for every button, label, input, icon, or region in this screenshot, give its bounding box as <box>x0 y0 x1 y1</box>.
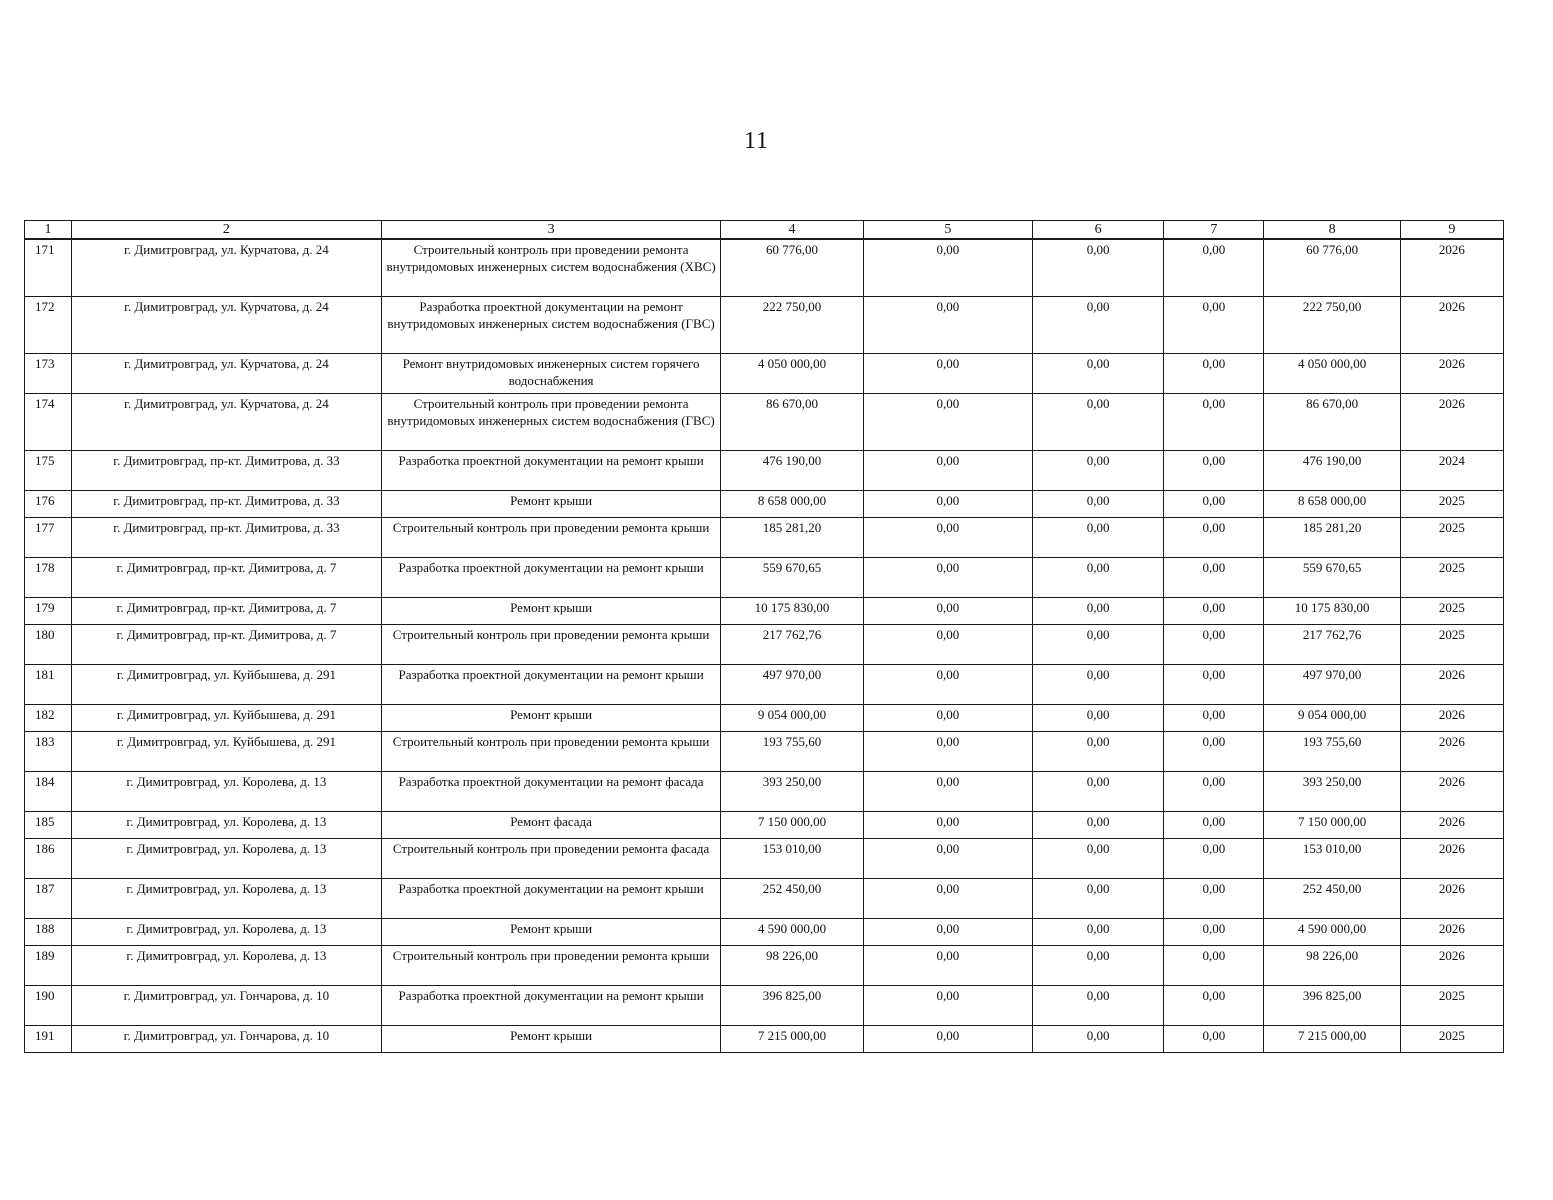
fund-cost-cell: 60 776,00 <box>1264 239 1400 297</box>
col5-value-cell: 0,00 <box>863 732 1032 772</box>
work-type-cell: Ремонт внутридомовых инженерных систем горячего водоснабжения <box>381 354 721 394</box>
table-row <box>25 598 1504 625</box>
fund-cost-cell: 8 658 000,00 <box>1264 491 1400 518</box>
column-header-4: 4 <box>721 221 863 240</box>
column-header-5: 5 <box>863 221 1032 240</box>
year-cell: 2026 <box>1400 297 1503 354</box>
fund-cost-cell: 559 670,65 <box>1264 558 1400 598</box>
row-number-cell: 187 <box>25 879 72 919</box>
year-cell: 2025 <box>1400 558 1503 598</box>
work-type-cell: Ремонт крыши <box>381 1026 721 1053</box>
total-cost-cell: 396 825,00 <box>721 986 863 1026</box>
address-cell: г. Димитровград, пр-кт. Димитрова, д. 33 <box>72 491 382 518</box>
col6-value-cell: 0,00 <box>1033 839 1164 879</box>
fund-cost-cell: 7 215 000,00 <box>1264 1026 1400 1053</box>
col7-value-cell: 0,00 <box>1164 812 1264 839</box>
total-cost-cell: 9 054 000,00 <box>721 705 863 732</box>
year-cell: 2026 <box>1400 705 1503 732</box>
col5-value-cell: 0,00 <box>863 986 1032 1026</box>
col5-value-cell: 0,00 <box>863 812 1032 839</box>
col5-value-cell: 0,00 <box>863 354 1032 394</box>
table-row <box>25 986 1504 1026</box>
col6-value-cell: 0,00 <box>1033 705 1164 732</box>
col7-value-cell: 0,00 <box>1164 491 1264 518</box>
year-cell: 2026 <box>1400 772 1503 812</box>
table-row <box>25 558 1504 598</box>
total-cost-cell: 559 670,65 <box>721 558 863 598</box>
table-row <box>25 946 1504 986</box>
year-cell: 2026 <box>1400 946 1503 986</box>
work-type-cell: Строительный контроль при проведении ремонта фасада <box>381 839 721 879</box>
fund-cost-cell: 86 670,00 <box>1264 394 1400 451</box>
address-cell: г. Димитровград, пр-кт. Димитрова, д. 33 <box>72 518 382 558</box>
row-number-cell: 175 <box>25 451 72 491</box>
work-type-cell: Строительный контроль при проведении ремонта внутридомовых инженерных систем водоснабжения (ГВС) <box>381 394 721 451</box>
row-number-cell: 174 <box>25 394 72 451</box>
col7-value-cell: 0,00 <box>1164 879 1264 919</box>
fund-cost-cell: 10 175 830,00 <box>1264 598 1400 625</box>
table-row <box>25 839 1504 879</box>
col5-value-cell: 0,00 <box>863 919 1032 946</box>
col7-value-cell: 0,00 <box>1164 598 1264 625</box>
work-type-cell: Ремонт крыши <box>381 705 721 732</box>
col6-value-cell: 0,00 <box>1033 625 1164 665</box>
total-cost-cell: 60 776,00 <box>721 239 863 297</box>
table-row <box>25 451 1504 491</box>
total-cost-cell: 185 281,20 <box>721 518 863 558</box>
column-header-3: 3 <box>381 221 721 240</box>
col7-value-cell: 0,00 <box>1164 732 1264 772</box>
col6-value-cell: 0,00 <box>1033 354 1164 394</box>
total-cost-cell: 497 970,00 <box>721 665 863 705</box>
work-type-cell: Строительный контроль при проведении ремонта крыши <box>381 946 721 986</box>
table-row <box>25 491 1504 518</box>
year-cell: 2026 <box>1400 354 1503 394</box>
col6-value-cell: 0,00 <box>1033 986 1164 1026</box>
work-type-cell: Ремонт крыши <box>381 919 721 946</box>
table-row <box>25 665 1504 705</box>
address-cell: г. Димитровград, ул. Королева, д. 13 <box>72 839 382 879</box>
total-cost-cell: 222 750,00 <box>721 297 863 354</box>
fund-cost-cell: 497 970,00 <box>1264 665 1400 705</box>
fund-cost-cell: 476 190,00 <box>1264 451 1400 491</box>
col7-value-cell: 0,00 <box>1164 986 1264 1026</box>
fund-cost-cell: 4 590 000,00 <box>1264 919 1400 946</box>
work-type-cell: Строительный контроль при проведении ремонта внутридомовых инженерных систем водоснабжения (ХВС) <box>381 239 721 297</box>
row-number-cell: 186 <box>25 839 72 879</box>
col5-value-cell: 0,00 <box>863 665 1032 705</box>
col6-value-cell: 0,00 <box>1033 598 1164 625</box>
row-number-cell: 180 <box>25 625 72 665</box>
col7-value-cell: 0,00 <box>1164 1026 1264 1053</box>
col6-value-cell: 0,00 <box>1033 518 1164 558</box>
work-type-cell: Разработка проектной документации на ремонт крыши <box>381 879 721 919</box>
total-cost-cell: 393 250,00 <box>721 772 863 812</box>
total-cost-cell: 4 590 000,00 <box>721 919 863 946</box>
address-cell: г. Димитровград, ул. Курчатова, д. 24 <box>72 297 382 354</box>
fund-cost-cell: 4 050 000,00 <box>1264 354 1400 394</box>
table-row <box>25 239 1504 297</box>
table-row <box>25 297 1504 354</box>
col6-value-cell: 0,00 <box>1033 879 1164 919</box>
work-type-cell: Строительный контроль при проведении ремонта крыши <box>381 518 721 558</box>
year-cell: 2025 <box>1400 598 1503 625</box>
address-cell: г. Димитровград, ул. Королева, д. 13 <box>72 919 382 946</box>
total-cost-cell: 10 175 830,00 <box>721 598 863 625</box>
col5-value-cell: 0,00 <box>863 394 1032 451</box>
col6-value-cell: 0,00 <box>1033 491 1164 518</box>
table-row <box>25 354 1504 394</box>
col6-value-cell: 0,00 <box>1033 239 1164 297</box>
address-cell: г. Димитровград, пр-кт. Димитрова, д. 33 <box>72 451 382 491</box>
col7-value-cell: 0,00 <box>1164 946 1264 986</box>
col7-value-cell: 0,00 <box>1164 518 1264 558</box>
fund-cost-cell: 217 762,76 <box>1264 625 1400 665</box>
total-cost-cell: 476 190,00 <box>721 451 863 491</box>
year-cell: 2025 <box>1400 986 1503 1026</box>
year-cell: 2026 <box>1400 919 1503 946</box>
column-header-8: 8 <box>1264 221 1400 240</box>
address-cell: г. Димитровград, ул. Королева, д. 13 <box>72 946 382 986</box>
total-cost-cell: 7 215 000,00 <box>721 1026 863 1053</box>
col7-value-cell: 0,00 <box>1164 772 1264 812</box>
address-cell: г. Димитровград, пр-кт. Димитрова, д. 7 <box>72 625 382 665</box>
fund-cost-cell: 222 750,00 <box>1264 297 1400 354</box>
work-type-cell: Строительный контроль при проведении ремонта крыши <box>381 732 721 772</box>
table-row <box>25 518 1504 558</box>
col7-value-cell: 0,00 <box>1164 839 1264 879</box>
row-number-cell: 189 <box>25 946 72 986</box>
fund-cost-cell: 393 250,00 <box>1264 772 1400 812</box>
total-cost-cell: 217 762,76 <box>721 625 863 665</box>
column-header-9: 9 <box>1400 221 1503 240</box>
col7-value-cell: 0,00 <box>1164 558 1264 598</box>
address-cell: г. Димитровград, ул. Куйбышева, д. 291 <box>72 705 382 732</box>
address-cell: г. Димитровград, ул. Гончарова, д. 10 <box>72 986 382 1026</box>
table-row <box>25 732 1504 772</box>
col7-value-cell: 0,00 <box>1164 297 1264 354</box>
year-cell: 2025 <box>1400 491 1503 518</box>
col5-value-cell: 0,00 <box>863 239 1032 297</box>
works-table-container <box>24 220 1504 1053</box>
fund-cost-cell: 7 150 000,00 <box>1264 812 1400 839</box>
row-number-cell: 172 <box>25 297 72 354</box>
col5-value-cell: 0,00 <box>863 705 1032 732</box>
row-number-cell: 177 <box>25 518 72 558</box>
table-body <box>25 239 1504 1053</box>
col6-value-cell: 0,00 <box>1033 451 1164 491</box>
table-row <box>25 394 1504 451</box>
address-cell: г. Димитровград, ул. Королева, д. 13 <box>72 879 382 919</box>
col5-value-cell: 0,00 <box>863 879 1032 919</box>
fund-cost-cell: 185 281,20 <box>1264 518 1400 558</box>
col7-value-cell: 0,00 <box>1164 394 1264 451</box>
row-number-cell: 178 <box>25 558 72 598</box>
col7-value-cell: 0,00 <box>1164 705 1264 732</box>
work-type-cell: Ремонт крыши <box>381 598 721 625</box>
col6-value-cell: 0,00 <box>1033 1026 1164 1053</box>
fund-cost-cell: 98 226,00 <box>1264 946 1400 986</box>
col5-value-cell: 0,00 <box>863 625 1032 665</box>
col5-value-cell: 0,00 <box>863 946 1032 986</box>
col7-value-cell: 0,00 <box>1164 919 1264 946</box>
col7-value-cell: 0,00 <box>1164 665 1264 705</box>
year-cell: 2026 <box>1400 879 1503 919</box>
address-cell: г. Димитровград, ул. Куйбышева, д. 291 <box>72 665 382 705</box>
fund-cost-cell: 153 010,00 <box>1264 839 1400 879</box>
col5-value-cell: 0,00 <box>863 598 1032 625</box>
year-cell: 2024 <box>1400 451 1503 491</box>
col5-value-cell: 0,00 <box>863 491 1032 518</box>
year-cell: 2026 <box>1400 839 1503 879</box>
col6-value-cell: 0,00 <box>1033 946 1164 986</box>
col6-value-cell: 0,00 <box>1033 919 1164 946</box>
work-type-cell: Разработка проектной документации на ремонт фасада <box>381 772 721 812</box>
work-type-cell: Ремонт фасада <box>381 812 721 839</box>
col5-value-cell: 0,00 <box>863 451 1032 491</box>
col6-value-cell: 0,00 <box>1033 665 1164 705</box>
year-cell: 2025 <box>1400 625 1503 665</box>
address-cell: г. Димитровград, ул. Курчатова, д. 24 <box>72 354 382 394</box>
col6-value-cell: 0,00 <box>1033 772 1164 812</box>
table-row <box>25 1026 1504 1053</box>
table-row <box>25 705 1504 732</box>
total-cost-cell: 8 658 000,00 <box>721 491 863 518</box>
col5-value-cell: 0,00 <box>863 297 1032 354</box>
col5-value-cell: 0,00 <box>863 1026 1032 1053</box>
address-cell: г. Димитровград, ул. Королева, д. 13 <box>72 812 382 839</box>
fund-cost-cell: 193 755,60 <box>1264 732 1400 772</box>
total-cost-cell: 86 670,00 <box>721 394 863 451</box>
col7-value-cell: 0,00 <box>1164 625 1264 665</box>
col5-value-cell: 0,00 <box>863 839 1032 879</box>
year-cell: 2025 <box>1400 1026 1503 1053</box>
column-header-2: 2 <box>72 221 382 240</box>
address-cell: г. Димитровград, ул. Курчатова, д. 24 <box>72 394 382 451</box>
column-number-row <box>25 221 1504 240</box>
table-header <box>25 221 1504 240</box>
fund-cost-cell: 9 054 000,00 <box>1264 705 1400 732</box>
row-number-cell: 171 <box>25 239 72 297</box>
col6-value-cell: 0,00 <box>1033 732 1164 772</box>
work-type-cell: Разработка проектной документации на ремонт крыши <box>381 986 721 1026</box>
table-row <box>25 919 1504 946</box>
year-cell: 2026 <box>1400 239 1503 297</box>
work-type-cell: Ремонт крыши <box>381 491 721 518</box>
col5-value-cell: 0,00 <box>863 772 1032 812</box>
address-cell: г. Димитровград, ул. Королева, д. 13 <box>72 772 382 812</box>
row-number-cell: 190 <box>25 986 72 1026</box>
col6-value-cell: 0,00 <box>1033 297 1164 354</box>
fund-cost-cell: 396 825,00 <box>1264 986 1400 1026</box>
row-number-cell: 185 <box>25 812 72 839</box>
table-row <box>25 772 1504 812</box>
work-type-cell: Разработка проектной документации на ремонт крыши <box>381 558 721 598</box>
col5-value-cell: 0,00 <box>863 518 1032 558</box>
column-header-6: 6 <box>1033 221 1164 240</box>
fund-cost-cell: 252 450,00 <box>1264 879 1400 919</box>
year-cell: 2026 <box>1400 732 1503 772</box>
total-cost-cell: 7 150 000,00 <box>721 812 863 839</box>
total-cost-cell: 193 755,60 <box>721 732 863 772</box>
row-number-cell: 191 <box>25 1026 72 1053</box>
column-header-1: 1 <box>25 221 72 240</box>
col6-value-cell: 0,00 <box>1033 812 1164 839</box>
address-cell: г. Димитровград, ул. Гончарова, д. 10 <box>72 1026 382 1053</box>
row-number-cell: 176 <box>25 491 72 518</box>
address-cell: г. Димитровград, ул. Куйбышева, д. 291 <box>72 732 382 772</box>
year-cell: 2025 <box>1400 518 1503 558</box>
work-type-cell: Разработка проектной документации на ремонт крыши <box>381 451 721 491</box>
row-number-cell: 173 <box>25 354 72 394</box>
row-number-cell: 179 <box>25 598 72 625</box>
address-cell: г. Димитровград, ул. Курчатова, д. 24 <box>72 239 382 297</box>
total-cost-cell: 98 226,00 <box>721 946 863 986</box>
col6-value-cell: 0,00 <box>1033 558 1164 598</box>
year-cell: 2026 <box>1400 812 1503 839</box>
address-cell: г. Димитровград, пр-кт. Димитрова, д. 7 <box>72 598 382 625</box>
address-cell: г. Димитровград, пр-кт. Димитрова, д. 7 <box>72 558 382 598</box>
col7-value-cell: 0,00 <box>1164 354 1264 394</box>
table-row <box>25 812 1504 839</box>
year-cell: 2026 <box>1400 394 1503 451</box>
column-header-7: 7 <box>1164 221 1264 240</box>
row-number-cell: 183 <box>25 732 72 772</box>
col7-value-cell: 0,00 <box>1164 451 1264 491</box>
col5-value-cell: 0,00 <box>863 558 1032 598</box>
table-row <box>25 625 1504 665</box>
col6-value-cell: 0,00 <box>1033 394 1164 451</box>
work-type-cell: Разработка проектной документации на ремонт внутридомовых инженерных систем водоснабжения (ГВС) <box>381 297 721 354</box>
row-number-cell: 188 <box>25 919 72 946</box>
total-cost-cell: 252 450,00 <box>721 879 863 919</box>
work-type-cell: Строительный контроль при проведении ремонта крыши <box>381 625 721 665</box>
total-cost-cell: 153 010,00 <box>721 839 863 879</box>
total-cost-cell: 4 050 000,00 <box>721 354 863 394</box>
row-number-cell: 184 <box>25 772 72 812</box>
col7-value-cell: 0,00 <box>1164 239 1264 297</box>
page-number: 11 <box>743 128 770 154</box>
works-table <box>24 220 1504 1053</box>
year-cell: 2026 <box>1400 665 1503 705</box>
row-number-cell: 181 <box>25 665 72 705</box>
row-number-cell: 182 <box>25 705 72 732</box>
work-type-cell: Разработка проектной документации на ремонт крыши <box>381 665 721 705</box>
table-row <box>25 879 1504 919</box>
